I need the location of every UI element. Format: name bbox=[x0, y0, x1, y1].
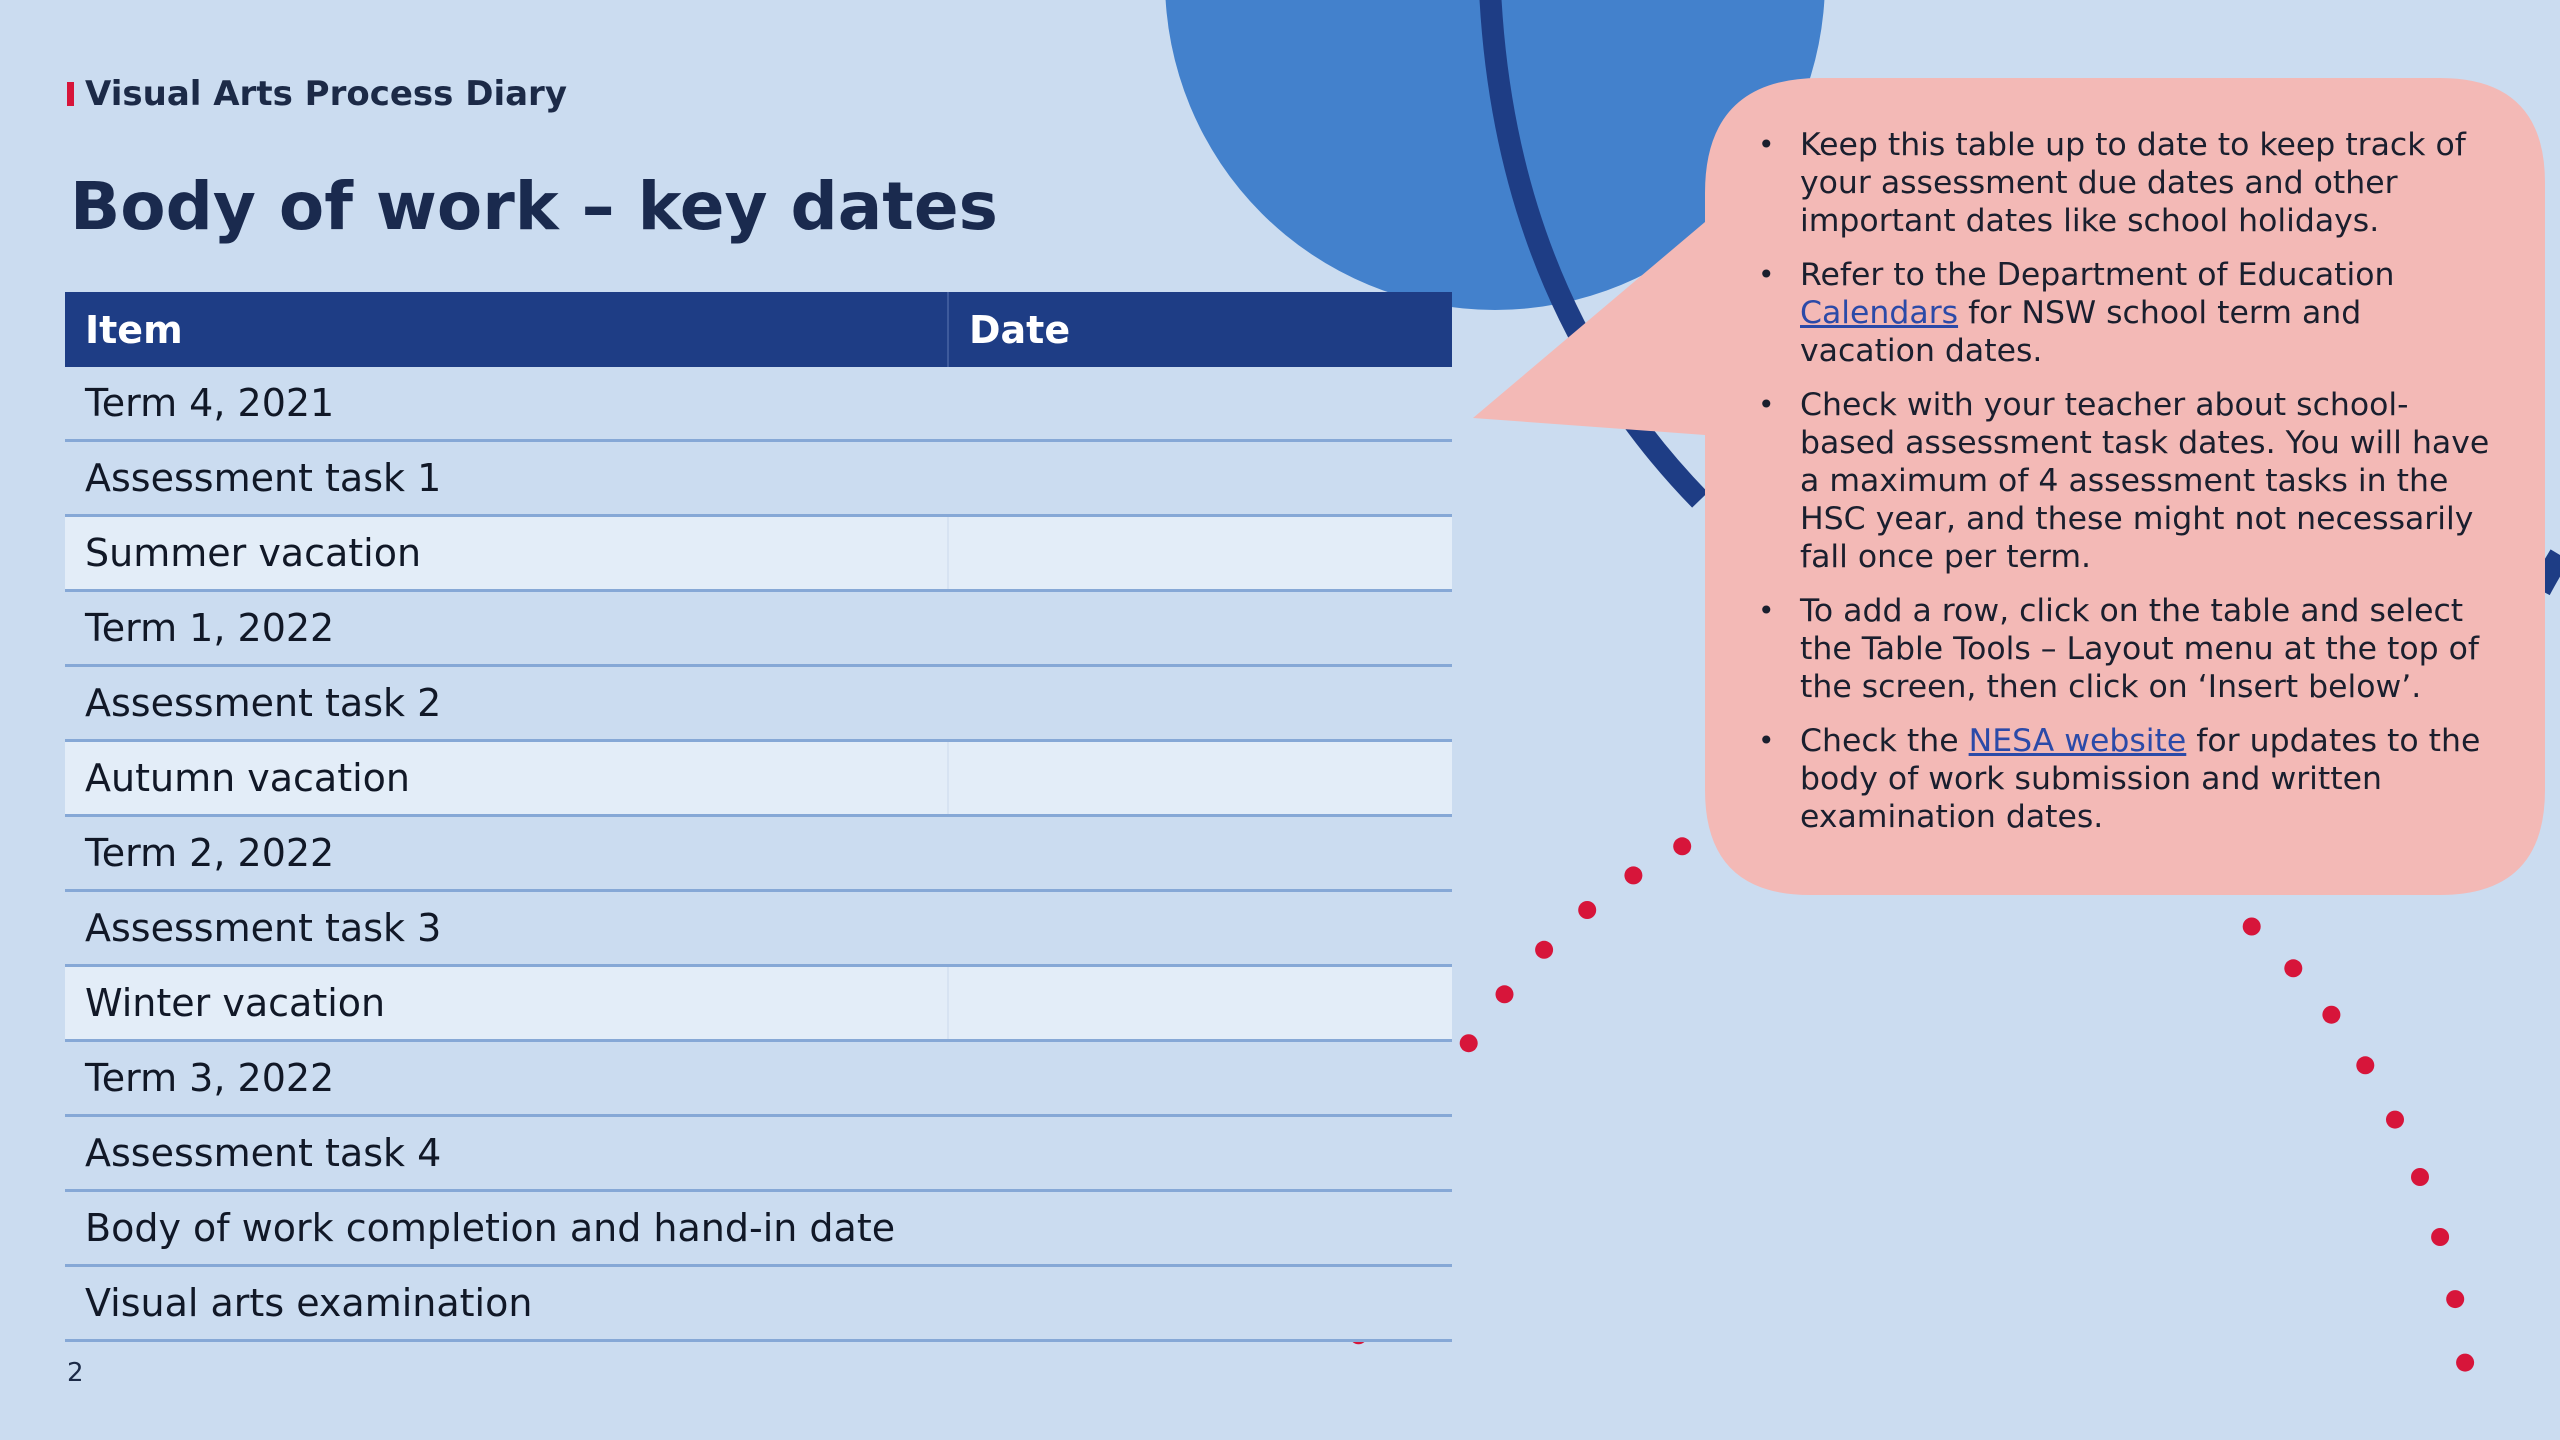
cell-item[interactable]: Body of work completion and hand-in date bbox=[65, 1191, 948, 1266]
cell-date[interactable] bbox=[948, 741, 1452, 816]
bullet-icon: • bbox=[1758, 724, 1775, 757]
decorative-dot bbox=[1460, 1034, 1478, 1052]
table-row bbox=[65, 1266, 1452, 1341]
callout-text: for NSW school term and vacation dates. bbox=[1800, 295, 2362, 369]
decorative-dot bbox=[1673, 837, 1691, 855]
decorative-dot bbox=[2386, 1111, 2404, 1129]
decorative-dot bbox=[2243, 918, 2261, 936]
table-row bbox=[65, 816, 1452, 891]
decorative-dot bbox=[1496, 985, 1514, 1003]
decorative-dot bbox=[2411, 1168, 2429, 1186]
table-row bbox=[65, 591, 1452, 666]
decorative-dot bbox=[2284, 959, 2302, 977]
cell-item[interactable]: Winter vacation bbox=[65, 966, 948, 1041]
bullet-icon: • bbox=[1758, 258, 1775, 291]
table-row bbox=[65, 441, 1452, 516]
callout-bullet bbox=[1758, 126, 2498, 240]
page-number: 2 bbox=[67, 1358, 84, 1388]
callout-text: To add a row, click on the table and select the Table Tools – Layout menu at the top of the screen, then click on ‘Insert below’. bbox=[1800, 593, 2480, 705]
callout-bullet-list bbox=[1758, 126, 2498, 852]
cell-item[interactable]: Term 2, 2022 bbox=[65, 816, 948, 891]
cell-date[interactable] bbox=[948, 441, 1452, 516]
callout-link[interactable]: Calendars bbox=[1800, 295, 1959, 331]
table-row bbox=[65, 666, 1452, 741]
cell-date[interactable] bbox=[948, 591, 1452, 666]
table-row bbox=[65, 1116, 1452, 1191]
decorative-dot bbox=[2456, 1354, 2474, 1372]
bullet-icon: • bbox=[1758, 128, 1775, 161]
decorative-dot bbox=[2356, 1056, 2374, 1074]
decorative-dot bbox=[2431, 1228, 2449, 1246]
table-row bbox=[65, 516, 1452, 591]
callout-text: Refer to the Department of Education bbox=[1800, 257, 2395, 293]
cell-item[interactable]: Assessment task 4 bbox=[65, 1116, 948, 1191]
page-title: Body of work – key dates bbox=[70, 168, 998, 245]
key-dates-table bbox=[65, 292, 1452, 1342]
bullet-icon: • bbox=[1758, 388, 1775, 421]
table-header-row bbox=[65, 292, 1452, 367]
callout-bullet bbox=[1758, 592, 2498, 706]
table-row bbox=[65, 891, 1452, 966]
callout-bullet bbox=[1758, 256, 2498, 370]
callout-text: Check the bbox=[1800, 723, 1969, 759]
decorative-dot bbox=[2322, 1006, 2340, 1024]
cell-date[interactable] bbox=[948, 1266, 1452, 1341]
header-label: Visual Arts Process Diary bbox=[85, 74, 567, 114]
table-row bbox=[65, 367, 1452, 441]
callout-bullet bbox=[1758, 386, 2498, 576]
bullet-icon: • bbox=[1758, 594, 1775, 627]
header-accent-mark bbox=[67, 82, 74, 106]
callout-link[interactable]: NESA website bbox=[1968, 723, 2187, 759]
cell-date[interactable] bbox=[948, 1191, 1452, 1266]
cell-date[interactable] bbox=[948, 516, 1452, 591]
cell-item[interactable]: Term 4, 2021 bbox=[65, 367, 948, 441]
cell-item[interactable]: Term 1, 2022 bbox=[65, 591, 948, 666]
table-row bbox=[65, 966, 1452, 1041]
decorative-dot bbox=[1578, 901, 1596, 919]
callout-bullet bbox=[1758, 722, 2498, 836]
cell-date[interactable] bbox=[948, 891, 1452, 966]
decorative-dot bbox=[2446, 1290, 2464, 1308]
callout-text: for updates to the body of work submission and written examination dates. bbox=[1800, 723, 2481, 835]
decorative-dot bbox=[1624, 866, 1642, 884]
table-row bbox=[65, 1191, 1452, 1266]
cell-item[interactable]: Assessment task 2 bbox=[65, 666, 948, 741]
cell-date[interactable] bbox=[948, 966, 1452, 1041]
table-row bbox=[65, 741, 1452, 816]
cell-date[interactable] bbox=[948, 367, 1452, 441]
callout-text: Check with your teacher about school-based assessment task dates. You will have a maximum of 4 assessment tasks in the HSC year, and these might not necessarily fall once per term. bbox=[1800, 387, 2490, 575]
column-header-date: Date bbox=[948, 292, 1452, 367]
decorative-dot bbox=[1535, 941, 1553, 959]
cell-item[interactable]: Summer vacation bbox=[65, 516, 948, 591]
decorative-dotted-arc bbox=[1350, 837, 2475, 1371]
cell-date[interactable] bbox=[948, 816, 1452, 891]
cell-item[interactable]: Assessment task 1 bbox=[65, 441, 948, 516]
table-body bbox=[65, 367, 1452, 1341]
cell-date[interactable] bbox=[948, 1116, 1452, 1191]
cell-item[interactable]: Term 3, 2022 bbox=[65, 1041, 948, 1116]
cell-date[interactable] bbox=[948, 1041, 1452, 1116]
cell-item[interactable]: Visual arts examination bbox=[65, 1266, 948, 1341]
cell-item[interactable]: Assessment task 3 bbox=[65, 891, 948, 966]
table-row bbox=[65, 1041, 1452, 1116]
cell-date[interactable] bbox=[948, 666, 1452, 741]
cell-item[interactable]: Autumn vacation bbox=[65, 741, 948, 816]
callout-text: Keep this table up to date to keep track of your assessment due dates and other important dates like school holidays. bbox=[1800, 127, 2466, 239]
column-header-item: Item bbox=[65, 292, 948, 367]
